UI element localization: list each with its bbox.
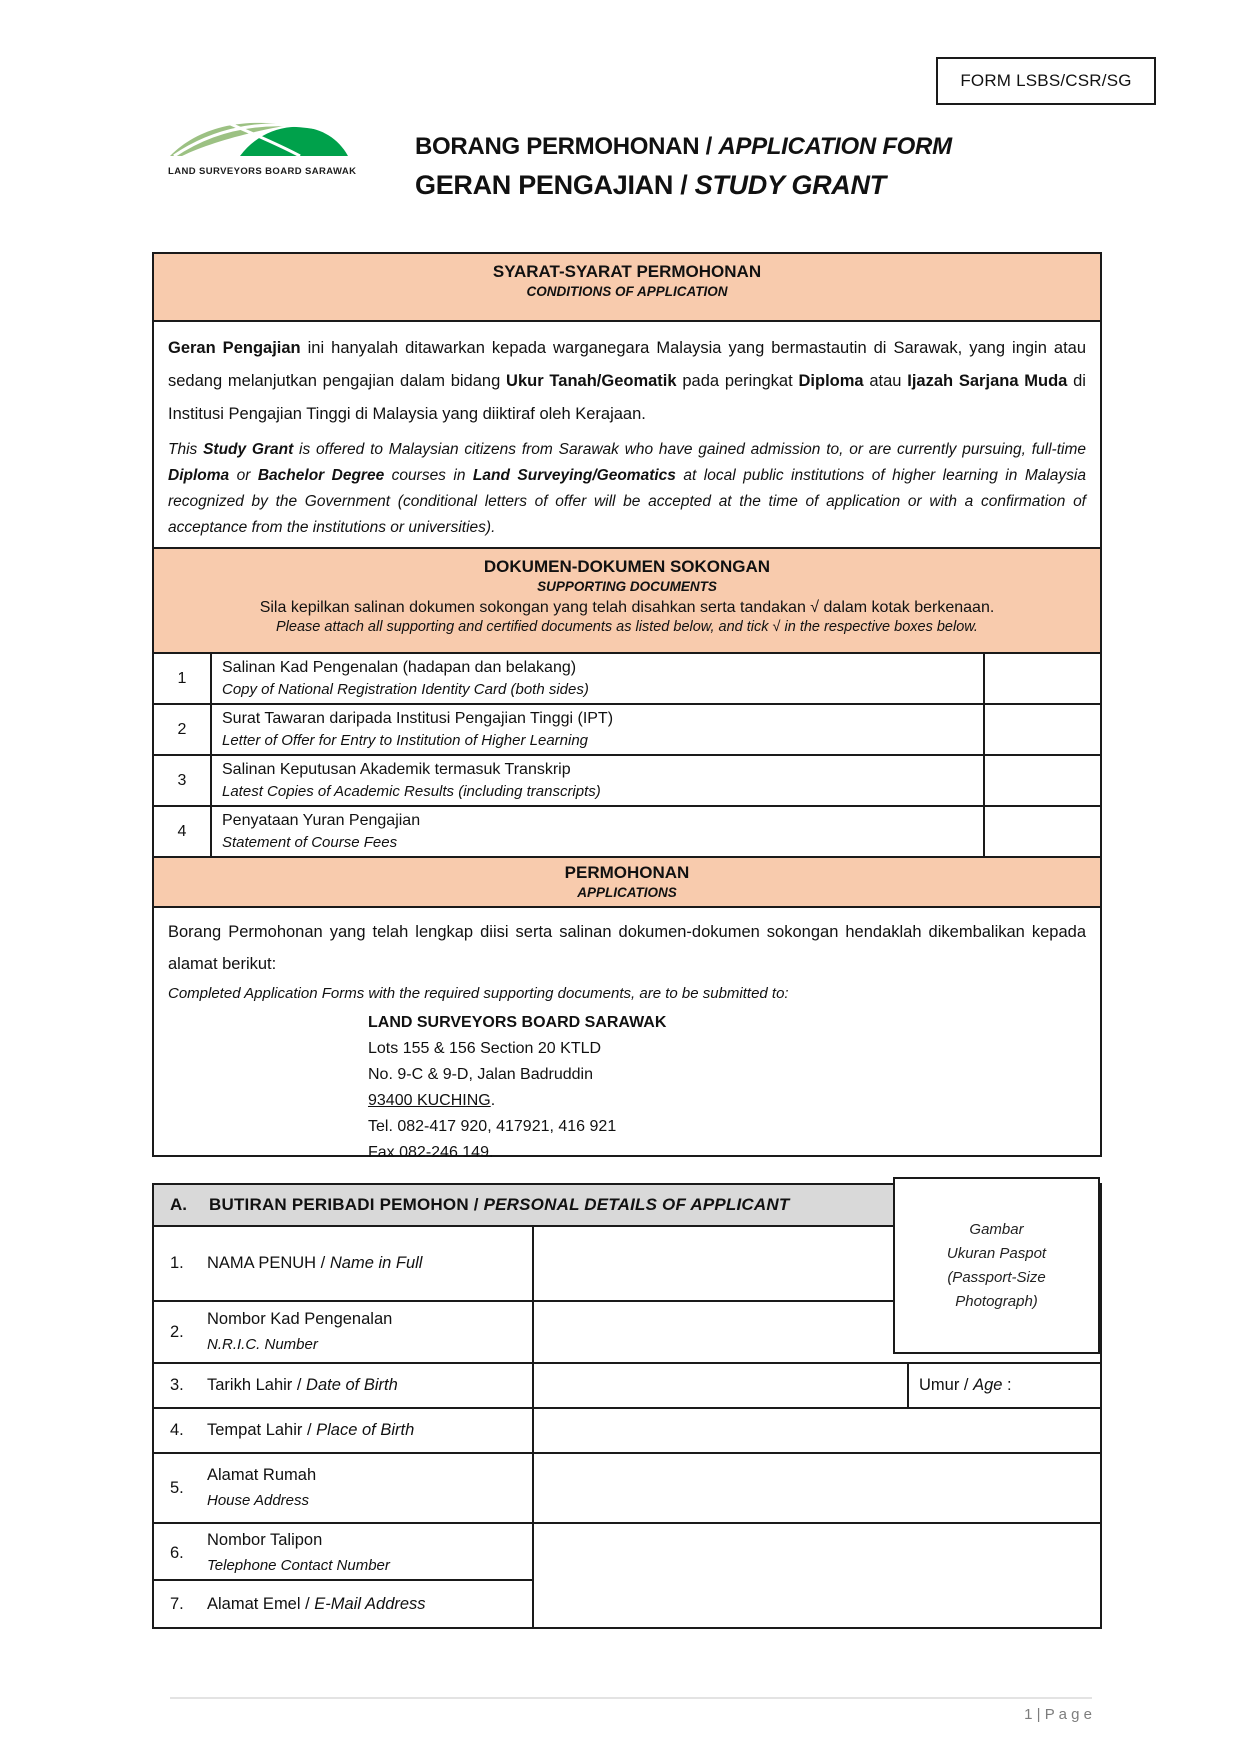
organisation-logo [168, 112, 357, 177]
photo-box-line: Ukuran Paspot [946, 1244, 1047, 1262]
house-address-input[interactable] [534, 1454, 1100, 1522]
applications-heading-en: APPLICATIONS [577, 885, 677, 900]
address-fax: Fax 082-246 149. [368, 1144, 494, 1161]
documents-instruction-en: Please attach all supporting and certified documents as listed below, and tick √ in the respective boxes below. [276, 619, 978, 635]
field-number: 7. [170, 1594, 184, 1613]
document-number: 3 [154, 756, 212, 805]
personal-row-address [154, 1452, 1100, 1522]
document-row-2 [154, 703, 1100, 754]
field-number: 1. [170, 1254, 184, 1272]
document-number: 4 [154, 807, 212, 856]
field-label [154, 1524, 534, 1582]
field-label [154, 1581, 534, 1627]
document-number: 2 [154, 705, 212, 754]
age-cell[interactable] [907, 1364, 1100, 1407]
main-form-table [152, 252, 1102, 1161]
title-study-grant: GERAN PENGAJIAN / STUDY GRANT [415, 170, 886, 201]
document-title-en: Latest Copies of Academic Results (including transcripts) [222, 783, 601, 800]
section-a-letter: A. [170, 1195, 187, 1214]
document-row-4 [154, 805, 1100, 856]
age-label: Umur / Age : [919, 1376, 1012, 1394]
field-subtitle: N.R.I.C. Number [207, 1336, 318, 1353]
photo-box-line: (Passport-Size [947, 1268, 1046, 1286]
field-label [154, 1302, 534, 1362]
section-a-title: BUTIRAN PERIBADI PEMOHON / PERSONAL DETAILS OF APPLICANT [209, 1195, 790, 1214]
personal-row-email [154, 1579, 1100, 1627]
documents-instruction-my: Sila kepilkan salinan dokumen sokongan yang telah disahkan serta tandakan √ dalam kotak berkenaan. [259, 599, 995, 616]
submission-address [368, 1010, 1086, 1166]
documents-heading-en: SUPPORTING DOCUMENTS [537, 579, 717, 594]
photo-box-line: Gambar [969, 1220, 1024, 1238]
personal-row-pob [154, 1407, 1100, 1452]
applications-heading-my: PERMOHONAN [564, 863, 690, 882]
conditions-paragraph-my: Geran Pengajian ini hanyalah ditawarkan kepada warganegara Malaysia yang bermastautin di Sarawak, yang ingin atau sedang melanjutkan pengajian dalam bidang Ukur Tanah/Geomatik pada peringkat Diploma atau Ijazah Sarjana Muda di Institusi Pengajian Tinggi di Malaysia yang diiktiraf oleh Kerajaan. [168, 339, 1087, 423]
address-org-name: LAND SURVEYORS BOARD SARAWAK [368, 1014, 667, 1031]
email-address-input[interactable] [534, 1581, 1100, 1627]
field-title: Alamat Rumah [207, 1466, 317, 1484]
page-title [415, 131, 952, 204]
document-row-3 [154, 754, 1100, 805]
lsbs-logo-icon [168, 112, 350, 164]
address-telephone: Tel. 082-417 920, 417921, 416 921 [368, 1118, 617, 1135]
field-subtitle: Telephone Contact Number [207, 1557, 390, 1574]
place-of-birth-input[interactable] [534, 1409, 1100, 1452]
address-line-1: Lots 155 & 156 Section 20 KTLD [368, 1040, 602, 1057]
field-number: 5. [170, 1478, 184, 1497]
document-description [212, 705, 985, 754]
conditions-body [154, 320, 1100, 547]
document-tick-box-2[interactable] [985, 705, 1100, 754]
document-title-my: Salinan Kad Pengenalan (hadapan dan belakang) [222, 659, 577, 676]
field-label [154, 1454, 534, 1522]
conditions-paragraph-en: This Study Grant is offered to Malaysian citizens from Sarawak who have gained admission to, or are currently pursuing, full-time Diploma or Bachelor Degree courses in Land Surveying/Geomatics at local public institutions of higher learning in Malaysia recognized by the Government (conditional letters of offer will be accepted at the time of application or with a confirmation of acceptance from the institutions or universities). [168, 441, 1087, 536]
field-title: Nombor Talipon [207, 1531, 323, 1549]
personal-row-dob [154, 1362, 1100, 1407]
field-number: 6. [170, 1543, 184, 1562]
documents-banner [154, 547, 1100, 652]
field-title: Nombor Kad Pengenalan [207, 1310, 393, 1328]
form-code-label: FORM LSBS/CSR/SG [960, 71, 1132, 90]
telephone-number-input[interactable] [534, 1524, 1100, 1582]
document-row-1 [154, 652, 1100, 703]
logo-caption: LAND SURVEYORS BOARD SARAWAK [168, 166, 357, 177]
conditions-heading-my: SYARAT-SYARAT PERMOHONAN [492, 262, 762, 281]
document-title-my: Salinan Keputusan Akademik termasuk Transkrip [222, 761, 571, 778]
address-city: 93400 KUCHING. [368, 1092, 496, 1109]
document-title-my: Surat Tawaran daripada Institusi Pengajian Tinggi (IPT) [222, 710, 614, 727]
document-description [212, 756, 985, 805]
applications-paragraph-my: Borang Permohonan yang telah lengkap diisi serta salinan dokumen-dokumen sokongan hendaklah dikembalikan kepada alamat berikut: [168, 923, 1086, 973]
document-tick-box-4[interactable] [985, 807, 1100, 856]
document-description [212, 807, 985, 856]
field-number: 2. [170, 1322, 184, 1341]
document-tick-box-1[interactable] [985, 654, 1100, 703]
document-title-en: Statement of Course Fees [222, 834, 398, 851]
title-application-form: BORANG PERMOHONAN / APPLICATION FORM [415, 133, 952, 160]
applications-body [154, 906, 1100, 1161]
document-description [212, 654, 985, 703]
field-subtitle: House Address [207, 1492, 309, 1509]
field-title: Tempat Lahir / Place of Birth [207, 1421, 415, 1439]
document-title-en: Copy of National Registration Identity Card (both sides) [222, 681, 589, 698]
photo-box-line: Photograph) [955, 1292, 1038, 1310]
applications-paragraph-en: Completed Application Forms with the required supporting documents, are to be submitted to: [168, 985, 789, 1002]
personal-row-phone [154, 1522, 1100, 1579]
passport-photo-box[interactable] [893, 1177, 1100, 1354]
form-code-box [936, 57, 1156, 105]
document-tick-box-3[interactable] [985, 756, 1100, 805]
personal-details-table [152, 1183, 1102, 1629]
documents-heading-my: DOKUMEN-DOKUMEN SOKONGAN [483, 557, 771, 576]
field-title: Alamat Emel / E-Mail Address [207, 1594, 426, 1613]
field-label [154, 1409, 534, 1452]
conditions-heading-en: CONDITIONS OF APPLICATION [526, 284, 728, 299]
address-line-2: No. 9-C & 9-D, Jalan Badruddin [368, 1066, 593, 1083]
field-number: 4. [170, 1421, 184, 1439]
conditions-banner [154, 254, 1100, 320]
document-title-en: Letter of Offer for Entry to Institution of Higher Learning [222, 732, 589, 749]
field-title: Tarikh Lahir / Date of Birth [207, 1376, 398, 1394]
document-number: 1 [154, 654, 212, 703]
field-number: 3. [170, 1376, 184, 1394]
applications-banner [154, 856, 1100, 906]
field-label [154, 1227, 534, 1300]
field-label [154, 1364, 534, 1407]
document-title-my: Penyataan Yuran Pengajian [222, 812, 421, 829]
date-of-birth-input[interactable] [534, 1364, 907, 1407]
page-number: 1 | P a g e [1024, 1706, 1092, 1723]
field-title: NAMA PENUH / Name in Full [207, 1254, 423, 1272]
footer-divider [170, 1697, 1092, 1699]
